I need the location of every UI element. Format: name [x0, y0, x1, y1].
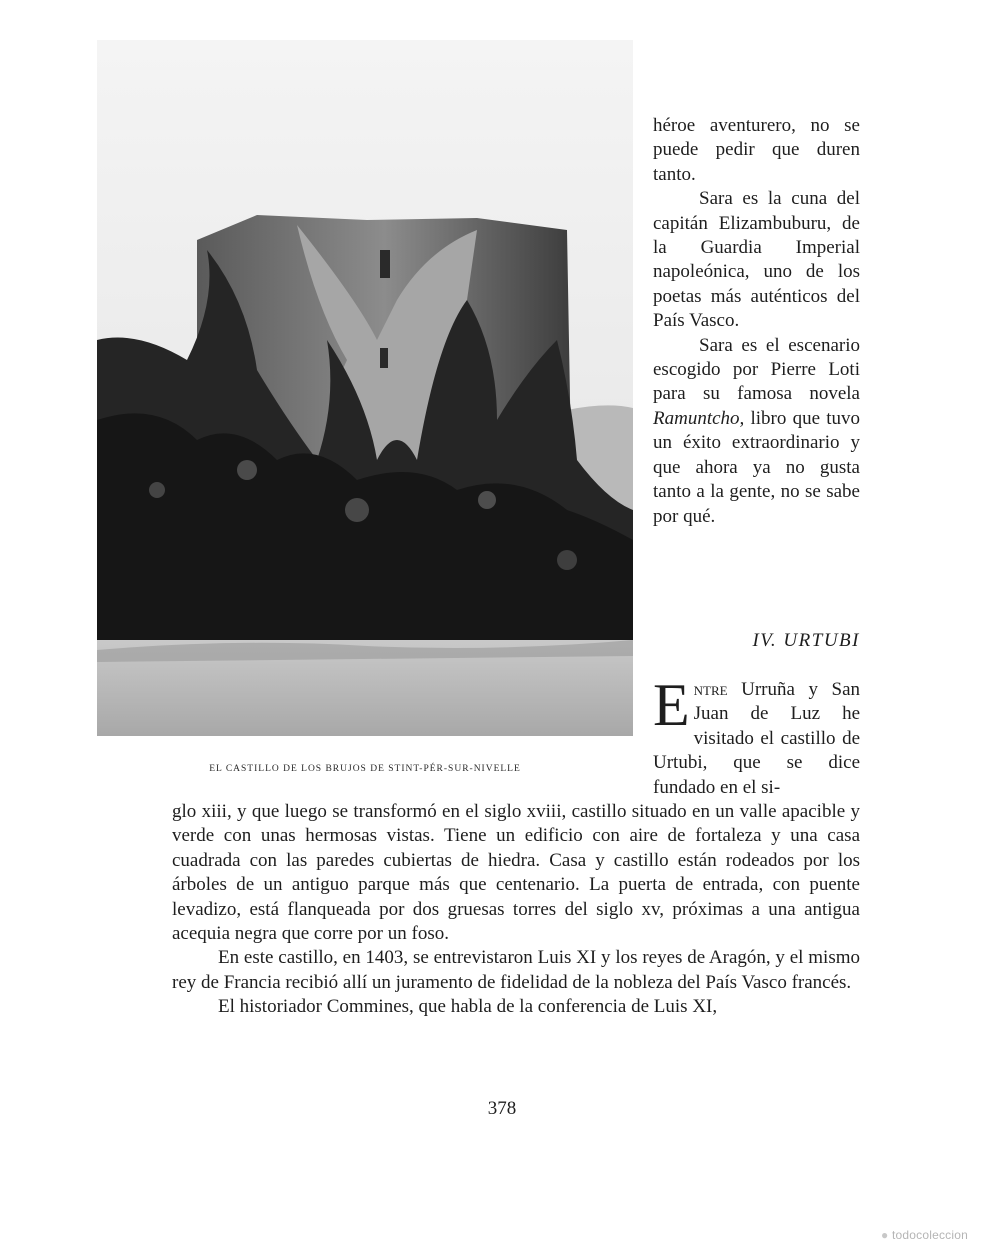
- small-caps-word: ntre: [693, 679, 728, 700]
- full-width-text: [172, 800, 860, 1020]
- paragraph: En este castillo, en 1403, se entrevistaron Luis XI y los reyes de Aragón, y el mismo rey de Francia recibió allí un juramento de fidelidad de la nobleza del País Vasco francés.: [172, 947, 860, 993]
- right-text-column: [653, 114, 860, 529]
- paragraph: Sara es la cuna del capitán Elizambuburu, de la Guardia Imperial napoleónica, uno de los poetas más auténticos del País Vasco.: [653, 188, 860, 332]
- text-run: libro que tuvo un éxito extraordinario y que ahora ya no gusta tanto a la gente, no se sabe por qué.: [653, 407, 860, 527]
- paragraph: glo xiii, y que luego se transformó en el siglo xviii, castillo situado en un valle apacible y verde con unas hermosas vistas. Tiene un edificio con aire de fortaleza y una casa cuadrada con las paredes cubiertas de hiedra. Casa y castillo están rodeados por los árboles de un antiguo parque más que centenario. La puerta de entrada, con puente levadizo, está flanqueada por dos gruesas torres del siglo xv, próximas a una antigua acequia negra que corre por un foso.: [172, 801, 860, 945]
- paragraph: héroe aventurero, no se puede pedir que duren tanto.: [653, 115, 860, 185]
- drop-cap: E: [653, 672, 690, 738]
- chapter-opening: [653, 672, 860, 800]
- page-number: 378: [487, 1098, 517, 1119]
- paragraph: [653, 334, 860, 529]
- watermark-text: todocoleccion: [892, 1228, 968, 1242]
- photo-caption: EL CASTILLO DE LOS BRUJOS DE STINT-PÉR-SUR-NIVELLE: [209, 764, 521, 774]
- chapter-heading: IV. URTUBI: [752, 630, 860, 651]
- paragraph: [653, 672, 860, 800]
- castle-image: [97, 40, 633, 736]
- paragraph: El historiador Commines, que habla de la conferencia de Luis XI,: [218, 996, 718, 1018]
- text-run: Urruña y San Juan de Luz he visitado el castillo de Urtubi, que se dice fundado en el si-: [653, 679, 860, 798]
- text-run: Sara es el escenario escogido por Pierre Loti para su famosa novela: [653, 334, 860, 405]
- watermark: [881, 1228, 968, 1242]
- dot-icon: ●: [881, 1228, 889, 1242]
- novel-title: Ramuntcho,: [653, 407, 745, 429]
- castle-photograph: [97, 40, 633, 736]
